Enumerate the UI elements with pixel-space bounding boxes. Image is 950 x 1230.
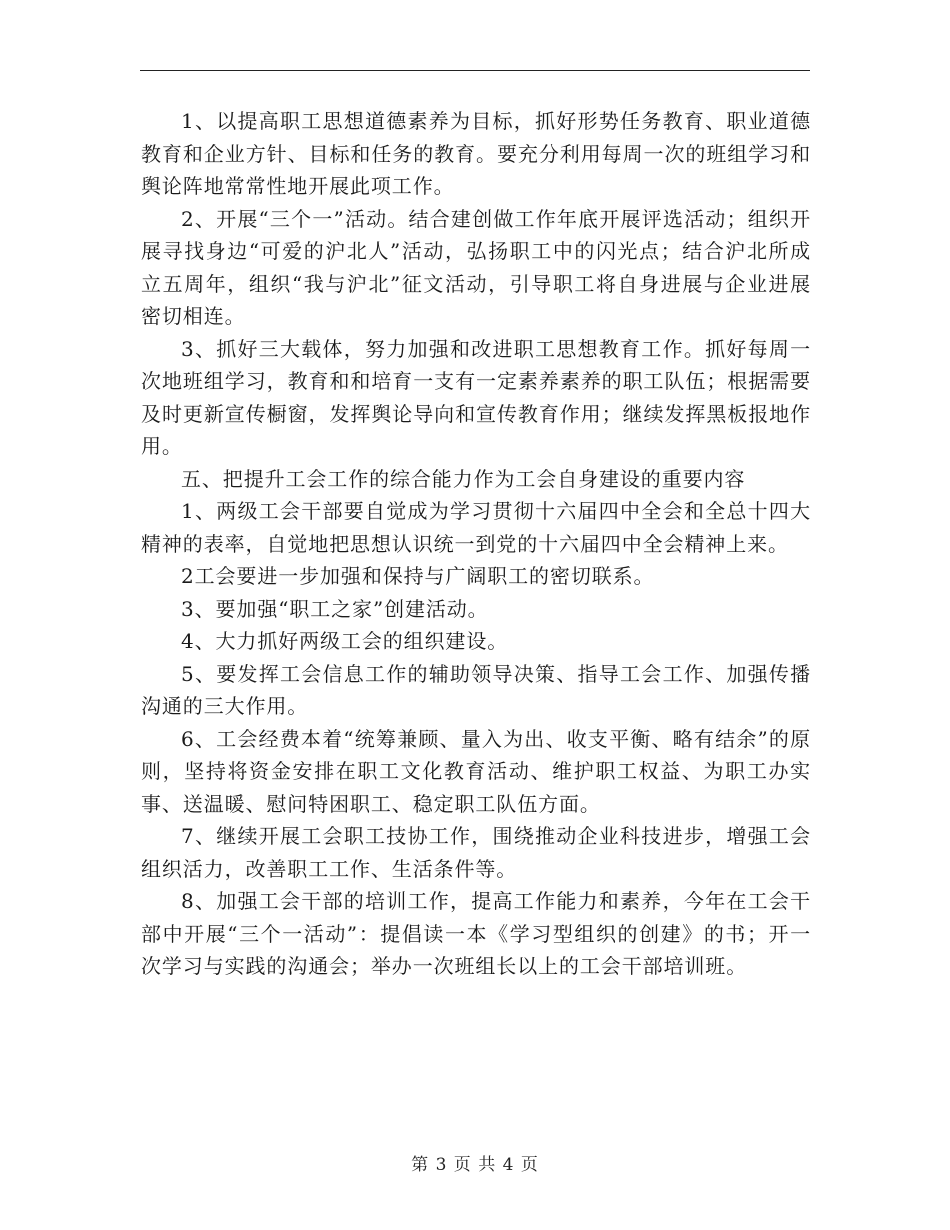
paragraph-3: 3、抓好三大载体，努力加强和改进职工思想教育工作。抓好每周一次地班组学习，教育和和培育一支有一定素养素养的职工队伍；根据需要及时更新宣传橱窗，发挥舆论导向和宣传教育作用；继续发挥黑板报地作用。	[141, 336, 811, 458]
paragraph-11: 8、加强工会干部的培训工作，提高工作能力和素养，今年在工会干部中开展“三个一活动”：提倡读一本《学习型组织的创建》的书；开一次学习与实践的沟通会；举办一次班组长以上的工会干部培训班。	[141, 889, 811, 978]
paragraph-7: 4、大力抓好两级工会的组织建设。	[181, 629, 509, 653]
paragraph-1: 1、以提高职工思想道德素养为目标，抓好形势任务教育、职业道德教育和企业方针、目标和任务的教育。要充分利用每周一次的班组学习和舆论阵地常常性地开展此项工作。	[141, 109, 811, 198]
paragraph-4: 1、两级工会干部要自觉成为学习贯彻十六届四中全会和全总十四大精神的表率，自觉地把思想认识统一到党的十六届四中全会精神上来。	[141, 499, 811, 556]
page-number-footer: 第 3 页 共 4 页	[411, 1155, 539, 1175]
paragraph-5: 2工会要进一步加强和保持与广阔职工的密切联系。	[181, 564, 655, 588]
paragraph-10: 7、继续开展工会职工技协工作，围绕推动企业科技进步，增强工会组织活力，改善职工工作、生活条件等。	[141, 824, 811, 881]
paragraph-6: 3、要加强“职工之家”创建活动。	[181, 596, 489, 621]
header-rule	[140, 70, 810, 71]
paragraph-2: 2、开展“三个一”活动。结合建创做工作年底开展评选活动；组织开展寻找身边“可爱的沪北人”活动，弘扬职工中的闪光点；结合沪北所成立五周年，组织“我与沪北”征文活动，引导职工将自身进展与企业进展密切相连。	[141, 206, 811, 328]
paragraph-9: 6、工会经费本着“统筹兼顾、量入为出、收支平衡、略有结余”的原则，坚持将资金安排在职工文化教育活动、维护职工权益、为职工办实事、送温暖、慰问特困职工、稳定职工队伍方面。	[141, 726, 811, 816]
section-heading-5: 五、把提升工会工作的综合能力作为工会自身建设的重要内容	[181, 466, 746, 491]
document-body	[141, 105, 811, 983]
paragraph-8: 5、要发挥工会信息工作的辅助领导决策、指导工会工作、加强传播沟通的三大作用。	[141, 661, 811, 718]
